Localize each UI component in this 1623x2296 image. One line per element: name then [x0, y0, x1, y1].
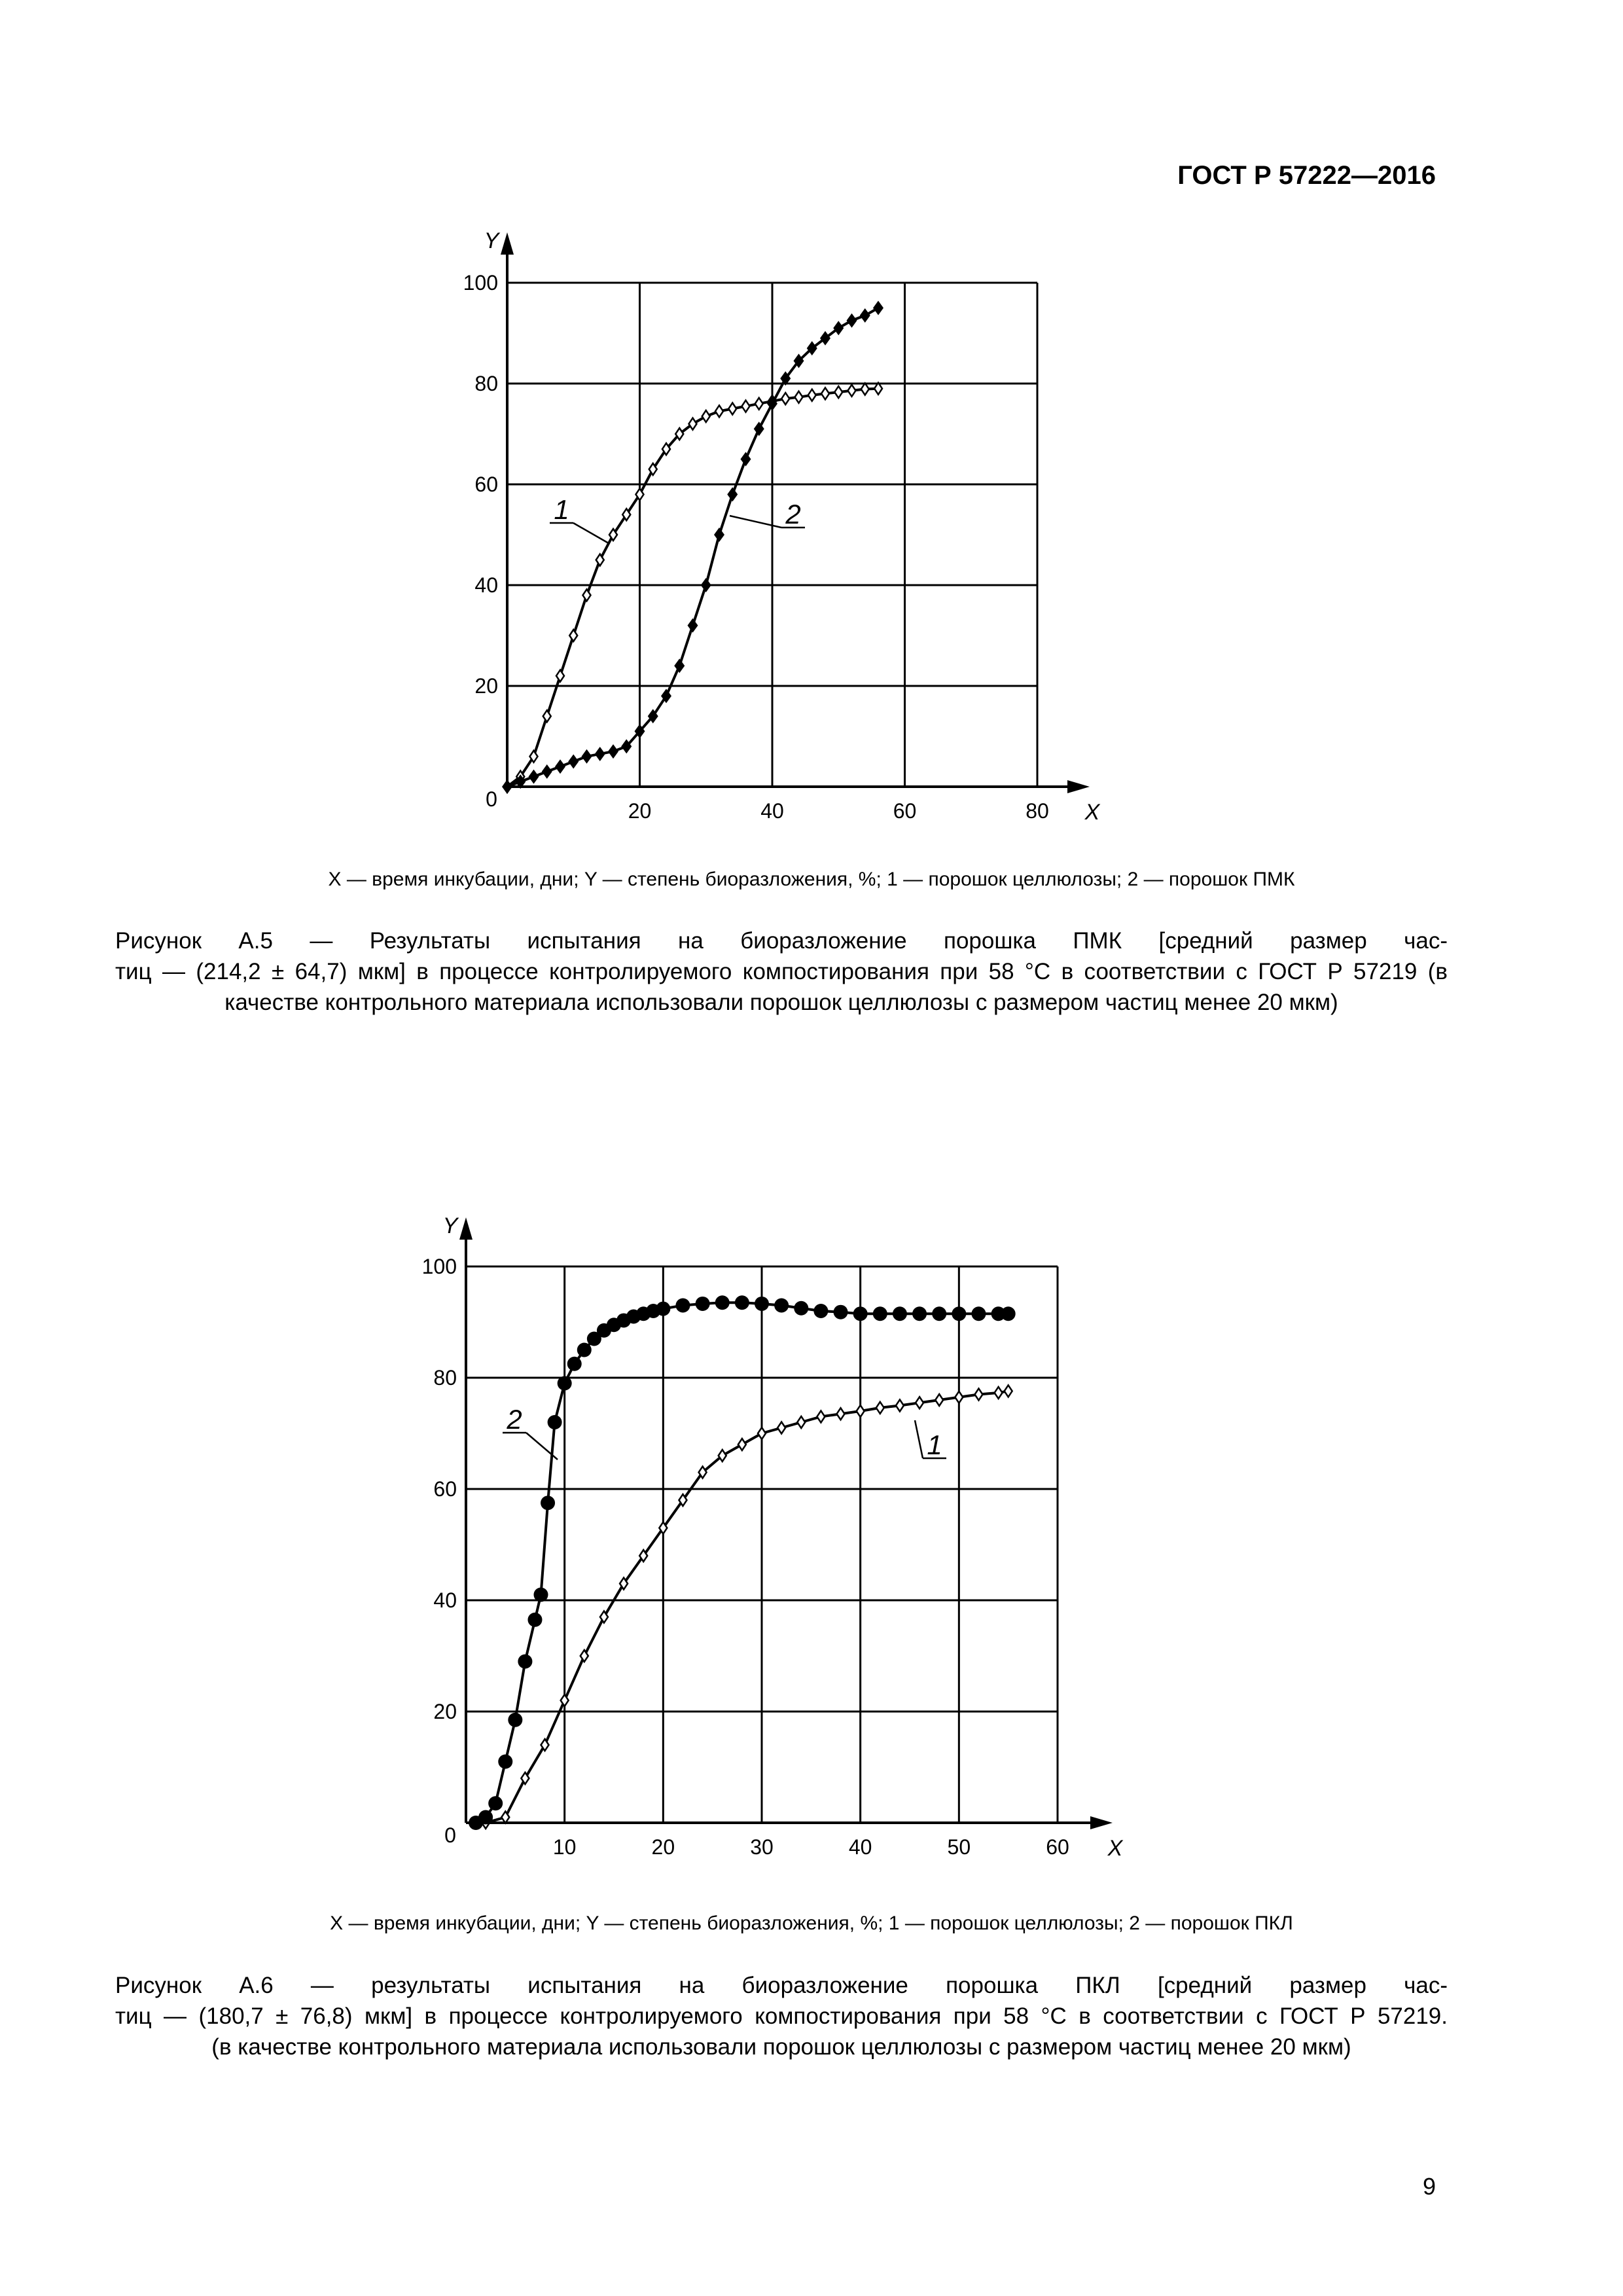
data-point	[777, 1422, 785, 1434]
data-point	[548, 1415, 562, 1429]
caption-line: тиц — (180,7 ± 76,8) мкм] в процессе контролируемого компостирования при 58 °С в соответствии с ГОСТ Р 57219.	[115, 2003, 1448, 2029]
page-number: 9	[1422, 2173, 1436, 2200]
y-tick-label: 60	[474, 473, 498, 496]
series-annotation-label: 1	[554, 494, 569, 525]
x-axis-label: X	[1084, 800, 1100, 825]
data-point	[577, 1343, 592, 1357]
series-annotation-label: 1	[927, 1429, 942, 1460]
data-point	[755, 1297, 769, 1311]
data-point	[955, 1391, 963, 1403]
data-point	[912, 1306, 927, 1321]
x-tick-label: 20	[651, 1835, 675, 1859]
data-point	[696, 1297, 710, 1311]
caption-line: Рисунок А.5 — Результаты испытания на биоразложение порошка ПМК [средний размер час-	[115, 928, 1448, 954]
data-point	[834, 1305, 848, 1319]
data-point	[558, 1376, 572, 1391]
annotation-leader-line	[915, 1420, 923, 1458]
data-point	[853, 1306, 868, 1321]
figure-a5-legend: X — время инкубации, дни; Y — степень биоразложения, %; 1 — порошок целлюлозы; 2 — порошок ПМК	[328, 869, 1295, 890]
data-point	[971, 1306, 986, 1321]
x-tick-label: 20	[628, 799, 652, 823]
origin-label: 0	[486, 787, 497, 811]
x-tick-label: 60	[1046, 1835, 1069, 1859]
data-point	[488, 1796, 503, 1810]
data-point	[952, 1306, 966, 1321]
data-point	[534, 1588, 548, 1602]
x-axis-label: X	[1107, 1836, 1123, 1861]
y-tick-label: 80	[433, 1366, 457, 1390]
data-point	[738, 1439, 746, 1450]
data-point	[932, 1306, 946, 1321]
x-axis-arrow	[1090, 1816, 1113, 1829]
data-point	[541, 1496, 555, 1510]
series-2	[469, 1295, 1016, 1830]
data-point	[567, 1357, 582, 1371]
data-point	[817, 1411, 825, 1423]
data-point	[995, 1387, 1003, 1399]
data-point	[774, 1299, 789, 1313]
data-point	[656, 1302, 670, 1316]
caption-line: качестве контрольного материала использовали порошок целлюлозы с размером частиц менее 20 мкм)	[224, 990, 1338, 1015]
data-point	[719, 1450, 726, 1462]
data-point	[876, 1402, 884, 1414]
data-point	[735, 1295, 749, 1310]
data-point	[837, 1408, 845, 1420]
data-point	[893, 1306, 907, 1321]
x-tick-label: 80	[1026, 799, 1049, 823]
data-point	[813, 1304, 828, 1318]
y-axis-label: Y	[484, 228, 499, 253]
data-point	[715, 1295, 730, 1310]
data-point	[518, 1655, 532, 1669]
caption-line: тиц — (214,2 ± 64,7) мкм] в процессе контролируемого компостирования при 58 °С в соответствии с ГОСТ Р 57219 (в	[115, 959, 1448, 984]
y-tick-label: 40	[474, 573, 498, 597]
x-tick-label: 30	[750, 1835, 774, 1859]
figure-a6-legend: X — время инкубации, дни; Y — степень биоразложения, %; 1 — порошок целлюлозы; 2 — порошок ПКЛ	[330, 1912, 1293, 1934]
data-point	[916, 1397, 923, 1408]
data-point	[873, 1306, 887, 1321]
origin-label: 0	[444, 1823, 456, 1847]
y-axis-label: Y	[442, 1213, 458, 1238]
x-tick-label: 10	[552, 1835, 577, 1859]
data-point	[857, 1405, 865, 1417]
data-point	[935, 1394, 943, 1406]
y-tick-label: 100	[421, 1255, 457, 1278]
data-point	[498, 1755, 512, 1769]
data-point	[478, 1810, 493, 1825]
data-point	[758, 1427, 766, 1439]
y-tick-label: 20	[433, 1700, 457, 1723]
x-tick-label: 50	[947, 1835, 971, 1859]
data-point	[974, 1389, 982, 1401]
x-tick-label: 40	[848, 1835, 872, 1859]
data-point	[527, 1613, 542, 1627]
caption-line: (в качестве контрольного материала использовали порошок целлюлозы с размером частиц менее 20 мкм)	[211, 2034, 1351, 2060]
series-annotation-label: 2	[785, 499, 801, 529]
y-tick-label: 40	[433, 1588, 457, 1612]
figure-a6-caption	[115, 1970, 1448, 2062]
y-axis-arrow	[459, 1217, 473, 1240]
x-tick-label: 60	[893, 799, 917, 823]
y-tick-label: 60	[433, 1477, 457, 1501]
data-point	[794, 1301, 808, 1316]
series-annotation-label: 2	[507, 1404, 522, 1435]
y-tick-label: 20	[474, 674, 498, 698]
data-point	[797, 1416, 805, 1428]
caption-line: Рисунок А.6 — результаты испытания на биоразложение порошка ПКЛ [средний размер час-	[115, 1973, 1448, 1998]
y-tick-label: 80	[474, 372, 498, 395]
data-point	[508, 1713, 522, 1727]
series-line	[476, 1302, 1008, 1823]
data-point	[1005, 1385, 1012, 1397]
y-tick-label: 100	[463, 271, 498, 295]
data-point	[675, 1299, 690, 1313]
data-point	[1001, 1306, 1016, 1321]
data-point	[896, 1400, 904, 1412]
x-tick-label: 40	[760, 799, 784, 823]
document-header: ГОСТ Р 57222—2016	[1177, 161, 1436, 190]
grid	[466, 1266, 1058, 1823]
